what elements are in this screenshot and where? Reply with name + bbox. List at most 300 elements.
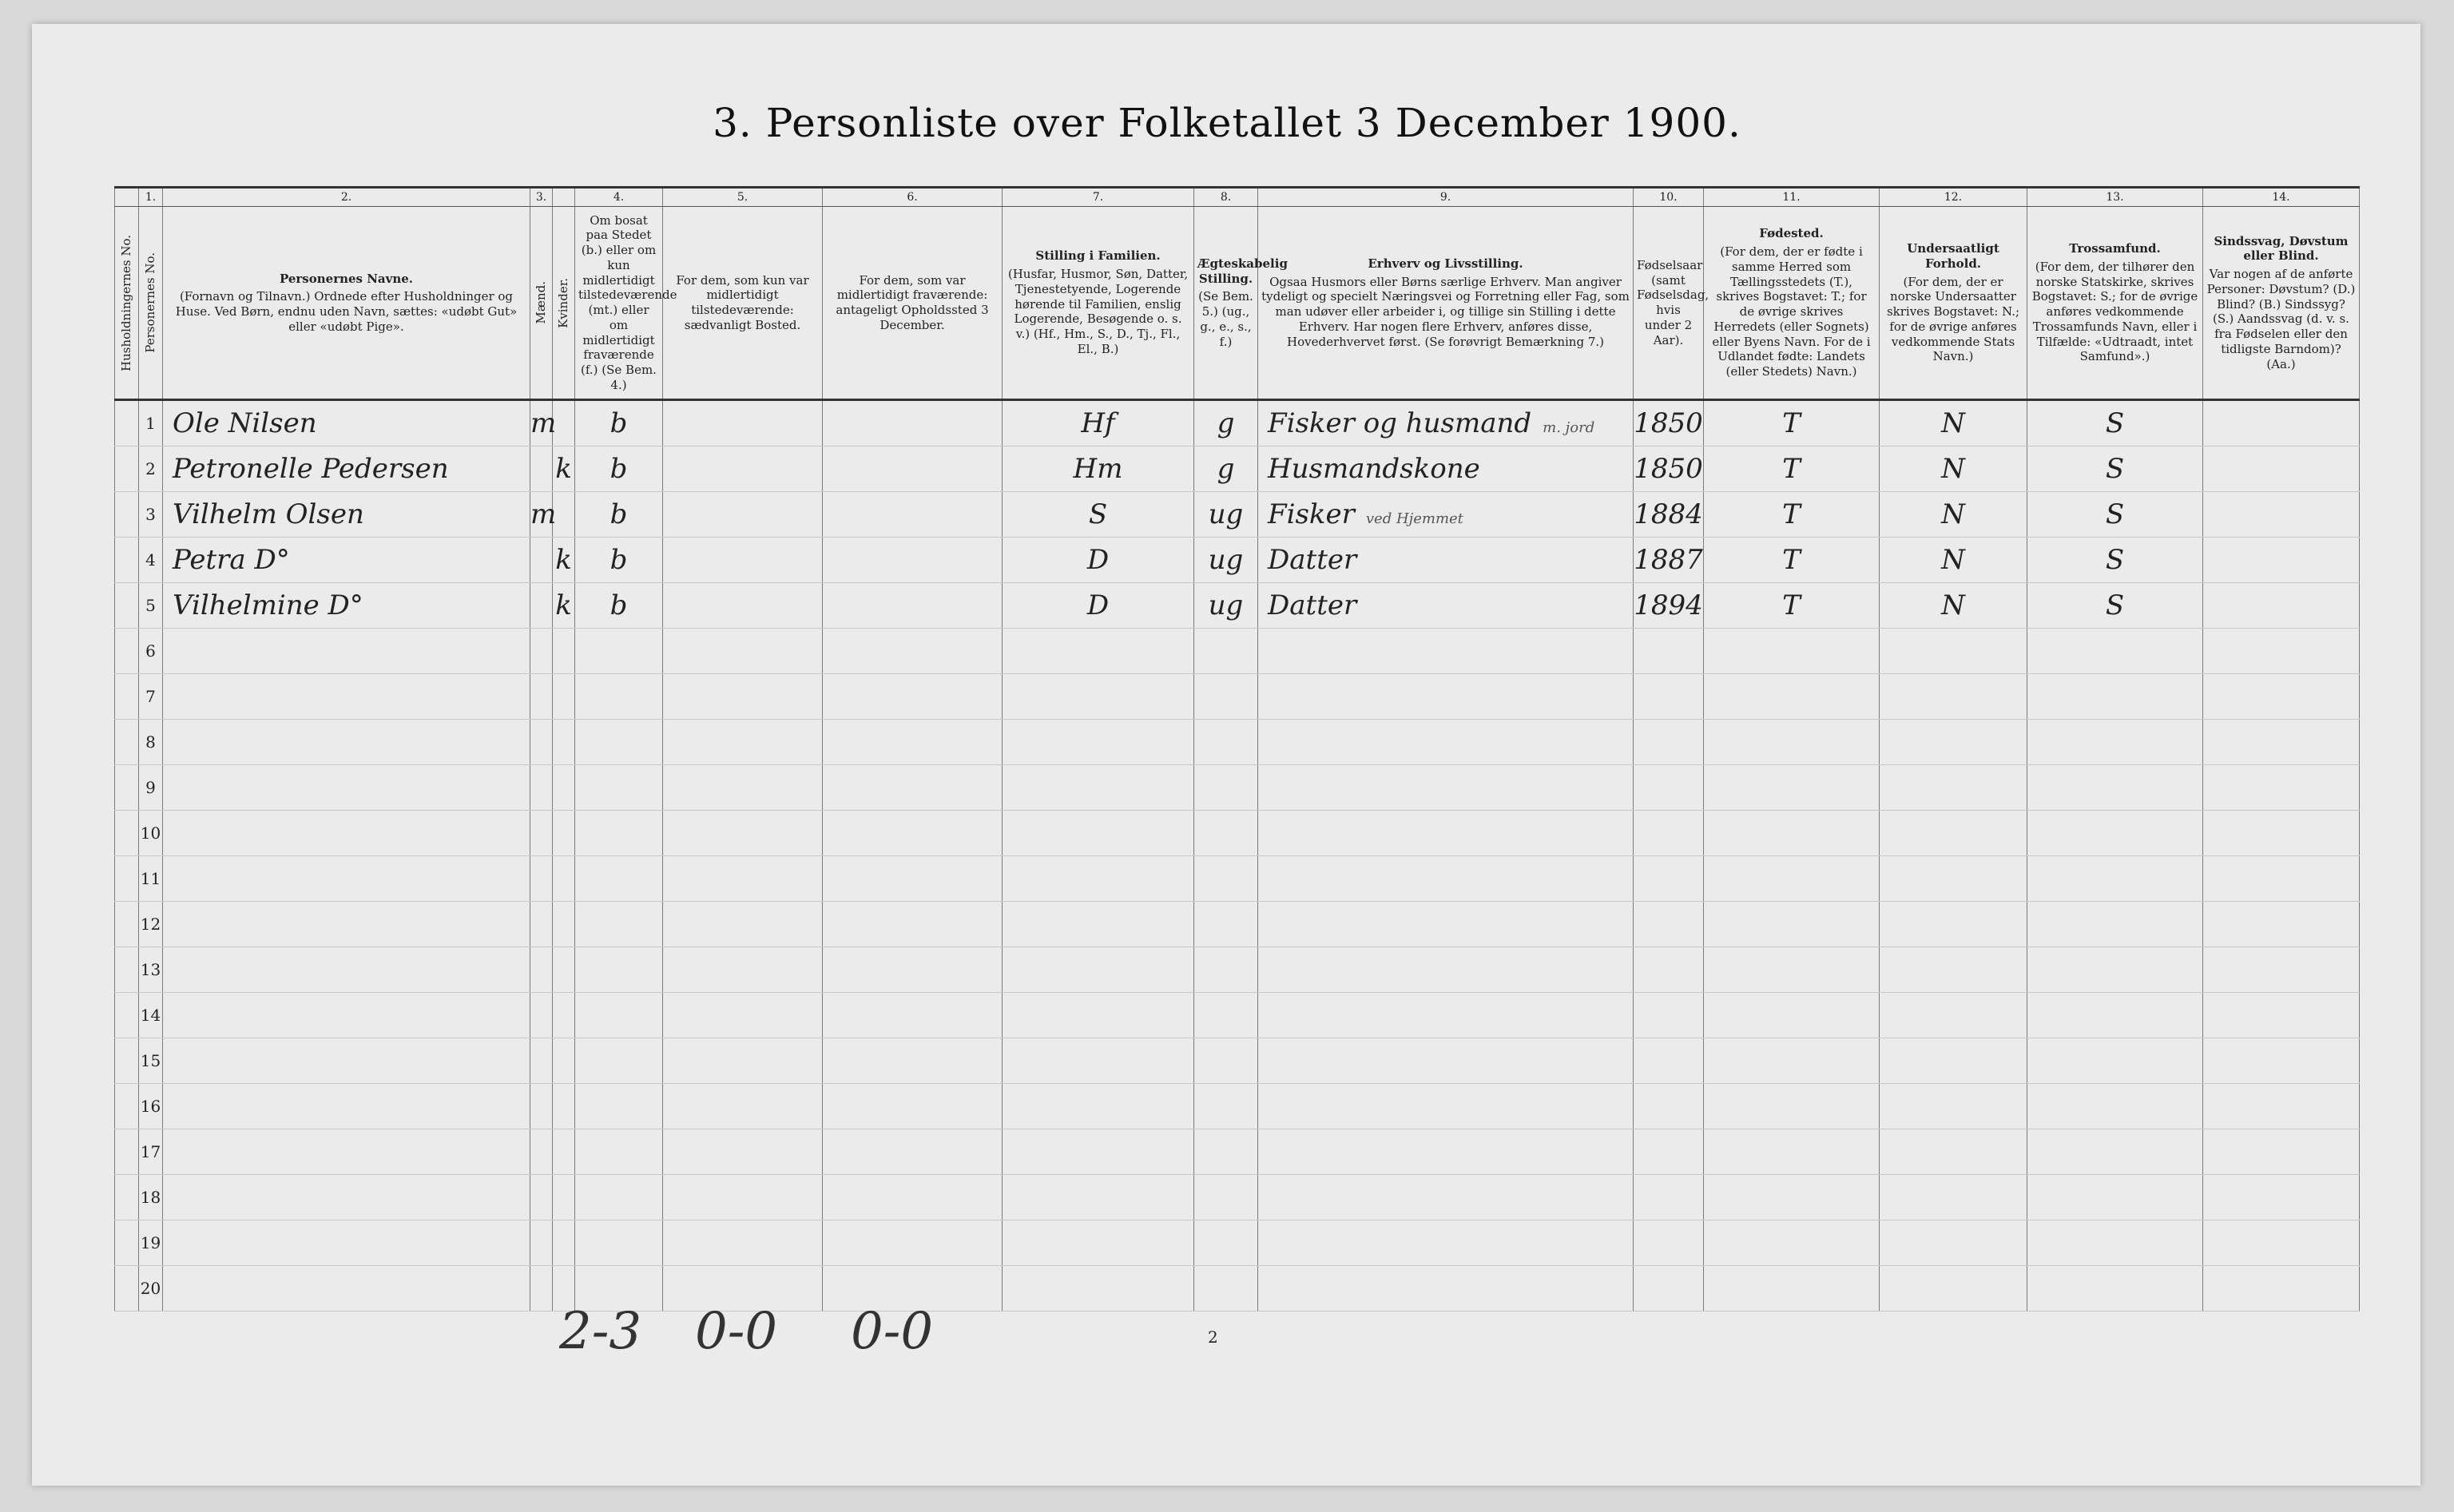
sex-male-cell (530, 902, 553, 947)
temp-present-cell (663, 629, 823, 674)
temp-present-cell (663, 811, 823, 856)
disability-cell (2203, 1084, 2360, 1129)
birthyear-cell (1634, 947, 1704, 993)
table-row (115, 492, 2360, 538)
table-row (115, 856, 2360, 902)
temp-absent-cell (823, 1038, 1003, 1084)
household-no-cell (115, 765, 139, 811)
family-position-cell (1003, 1129, 1194, 1175)
disability-cell (2203, 538, 2360, 583)
name-cell (163, 1266, 530, 1312)
name-cell (163, 765, 530, 811)
sex-female-cell: k (553, 538, 575, 583)
column-number: 12. (1880, 188, 2027, 207)
birthyear-cell: 1850 (1634, 400, 1704, 446)
residence-header: Om bosat paa Stedet (b.) eller om kun midlertidigt tilstedeværende (mt.) eller om midlertidigt fraværende (f.) (Se Bem. 4.) (575, 207, 663, 400)
temp-absent-cell (823, 400, 1003, 446)
disability-cell (2203, 583, 2360, 629)
sex-female-cell (553, 1129, 575, 1175)
marital-cell (1194, 629, 1258, 674)
name-cell (163, 1175, 530, 1220)
birthyear-cell (1634, 765, 1704, 811)
table-row (115, 538, 2360, 583)
household-no-cell (115, 1084, 139, 1129)
religion-cell (2027, 674, 2203, 720)
household-no-cell (115, 1038, 139, 1084)
temp-present-cell (663, 765, 823, 811)
person-no-cell: 6 (139, 629, 163, 674)
birthplace-cell: T (1704, 538, 1880, 583)
sex-male-cell (530, 856, 553, 902)
column-number (553, 188, 575, 207)
birthyear-cell: 1850 (1634, 446, 1704, 492)
name-cell: Petra D° (163, 538, 530, 583)
names-header: Personernes Navne. (Fornavn og Tilnavn.) Ordnede efter Husholdninger og Huse. Ved Børn, endnu uden Navn, sættes: «udøbt Gut» eller «udøbt Pige». (163, 207, 530, 400)
household-no-cell (115, 538, 139, 583)
temp-present-cell (663, 720, 823, 765)
temp-absent-cell (823, 1084, 1003, 1129)
citizenship-cell: N (1880, 400, 2027, 446)
table-row (115, 1266, 2360, 1312)
sex-male-cell: m (530, 492, 553, 538)
birthplace-cell (1704, 1175, 1880, 1220)
sex-female-cell (553, 1220, 575, 1266)
birthplace-cell (1704, 674, 1880, 720)
birthyear-cell: 1894 (1634, 583, 1704, 629)
occupation-cell (1258, 400, 1634, 446)
family-position-cell (1003, 1266, 1194, 1312)
temp-present-cell (663, 902, 823, 947)
person-no-cell: 17 (139, 1129, 163, 1175)
occupation-cell (1258, 674, 1634, 720)
citizenship-cell: N (1880, 583, 2027, 629)
residence-cell (575, 720, 663, 765)
column-number: 2. (163, 188, 530, 207)
column-number: 3. (530, 188, 553, 207)
temp-absent-cell (823, 720, 1003, 765)
temp-absent-cell (823, 856, 1003, 902)
birthplace-cell (1704, 1084, 1880, 1129)
residence-cell: b (575, 400, 663, 446)
temp-present-cell (663, 446, 823, 492)
sex-female-cell (553, 1084, 575, 1129)
name-cell (163, 1084, 530, 1129)
column-number: 6. (823, 188, 1003, 207)
sex-male-cell (530, 993, 553, 1038)
table-row (115, 1220, 2360, 1266)
citizenship-cell (1880, 1129, 2027, 1175)
table-row (115, 629, 2360, 674)
occupation-cell (1258, 856, 1634, 902)
religion-cell: S (2027, 446, 2203, 492)
temp-absent-cell (823, 993, 1003, 1038)
name-cell (163, 720, 530, 765)
household-no-cell (115, 993, 139, 1038)
disability-cell (2203, 993, 2360, 1038)
sex-male-cell (530, 1175, 553, 1220)
disability-cell (2203, 400, 2360, 446)
family-position-cell (1003, 720, 1194, 765)
birthyear-cell (1634, 902, 1704, 947)
household-no-cell (115, 629, 139, 674)
sex-female-cell (553, 902, 575, 947)
religion-cell (2027, 902, 2203, 947)
table-row (115, 947, 2360, 993)
sex-male-cell (530, 765, 553, 811)
temp-absent-cell (823, 629, 1003, 674)
marital-cell (1194, 947, 1258, 993)
name-cell (163, 629, 530, 674)
column-number: 4. (575, 188, 663, 207)
occupation-cell: Datter (1258, 538, 1634, 583)
religion-cell (2027, 1220, 2203, 1266)
temp-absent-header: For dem, som var midlertidigt fraværende: antageligt Opholdssted 3 December. (823, 207, 1003, 400)
sex-female-cell: k (553, 583, 575, 629)
sex-male-cell (530, 674, 553, 720)
household-no-cell (115, 492, 139, 538)
household-no-cell (115, 856, 139, 902)
birthyear-header: Fødselsaar (samt Fødselsdag, hvis under 2 Aar). (1634, 207, 1704, 400)
disability-cell (2203, 1220, 2360, 1266)
residence-cell: b (575, 538, 663, 583)
temp-present-header: For dem, som kun var midlertidigt tilstedeværende: sædvanligt Bosted. (663, 207, 823, 400)
marital-header: Ægteskabelig Stilling. (Se Bem. 5.) (ug., g., e., s., f.) (1194, 207, 1258, 400)
occupation-note: ved Hjemmet (1365, 510, 1463, 527)
citizenship-cell (1880, 902, 2027, 947)
marital-cell: g (1194, 400, 1258, 446)
religion-cell: S (2027, 538, 2203, 583)
temp-present-cell (663, 1038, 823, 1084)
temp-present-cell (663, 1084, 823, 1129)
religion-cell (2027, 1175, 2203, 1220)
temp-absent-cell (823, 583, 1003, 629)
sex-male-header: Mænd. (530, 207, 553, 400)
disability-cell (2203, 947, 2360, 993)
family-position-cell (1003, 674, 1194, 720)
occupation-cell (1258, 1266, 1634, 1312)
temp-absent-cell (823, 538, 1003, 583)
table-row (115, 1175, 2360, 1220)
marital-cell: ug (1194, 538, 1258, 583)
birthplace-cell: T (1704, 583, 1880, 629)
marital-cell (1194, 856, 1258, 902)
disability-cell (2203, 856, 2360, 902)
household-no-cell (115, 902, 139, 947)
sex-male-cell (530, 1266, 553, 1312)
sex-male-cell: m (530, 400, 553, 446)
occupation-cell: Husmandskone (1258, 446, 1634, 492)
birthyear-cell: 1884 (1634, 492, 1704, 538)
marital-cell: ug (1194, 583, 1258, 629)
marital-cell (1194, 1084, 1258, 1129)
sex-female-cell (553, 1175, 575, 1220)
sex-female-header: Kvinder. (553, 207, 575, 400)
residence-cell (575, 947, 663, 993)
name-cell: Vilhelmine D° (163, 583, 530, 629)
citizenship-cell (1880, 765, 2027, 811)
disability-cell (2203, 1129, 2360, 1175)
residence-cell: b (575, 492, 663, 538)
occupation-cell (1258, 993, 1634, 1038)
birthplace-cell (1704, 1220, 1880, 1266)
religion-cell (2027, 765, 2203, 811)
sex-male-cell (530, 947, 553, 993)
birthyear-cell (1634, 811, 1704, 856)
temp-absent-cell (823, 1220, 1003, 1266)
name-cell: Vilhelm Olsen (163, 492, 530, 538)
residence-cell: b (575, 583, 663, 629)
marital-cell (1194, 1266, 1258, 1312)
citizenship-cell (1880, 1220, 2027, 1266)
birthyear-cell (1634, 629, 1704, 674)
table-row (115, 1038, 2360, 1084)
birthplace-cell (1704, 947, 1880, 993)
table-row (115, 583, 2360, 629)
birthplace-cell (1704, 993, 1880, 1038)
occupation-note: m. jord (1543, 419, 1595, 436)
birthplace-cell (1704, 629, 1880, 674)
sex-female-cell (553, 674, 575, 720)
table-row (115, 811, 2360, 856)
person-no-cell: 7 (139, 674, 163, 720)
name-cell (163, 1038, 530, 1084)
birthplace-cell: T (1704, 492, 1880, 538)
birthplace-cell (1704, 811, 1880, 856)
person-no-cell: 18 (139, 1175, 163, 1220)
birthplace-cell (1704, 765, 1880, 811)
table-row (115, 765, 2360, 811)
occupation-cell (1258, 947, 1634, 993)
occupation-cell (1258, 1084, 1634, 1129)
family-position-cell (1003, 811, 1194, 856)
family-position-cell: D (1003, 538, 1194, 583)
tally-mark: 0-0 (851, 1302, 934, 1361)
residence-cell (575, 1038, 663, 1084)
name-cell (163, 856, 530, 902)
sex-male-cell (530, 1129, 553, 1175)
person-no-cell: 10 (139, 811, 163, 856)
name-cell (163, 674, 530, 720)
residence-cell (575, 629, 663, 674)
temp-present-cell (663, 492, 823, 538)
citizenship-cell (1880, 674, 2027, 720)
religion-cell: S (2027, 400, 2203, 446)
temp-present-cell (663, 1129, 823, 1175)
temp-present-cell (663, 856, 823, 902)
occupation-main: Fisker og husmand (1268, 407, 1532, 439)
religion-cell (2027, 720, 2203, 765)
marital-cell (1194, 811, 1258, 856)
temp-present-cell (663, 400, 823, 446)
temp-present-cell (663, 947, 823, 993)
birthplace-cell: T (1704, 446, 1880, 492)
family-position-cell: Hm (1003, 446, 1194, 492)
birthplace-cell (1704, 1266, 1880, 1312)
marital-cell (1194, 1220, 1258, 1266)
birthyear-cell (1634, 720, 1704, 765)
name-cell: Petronelle Pedersen (163, 446, 530, 492)
household-no-cell (115, 1129, 139, 1175)
sex-female-cell (553, 720, 575, 765)
person-no-cell: 1 (139, 400, 163, 446)
disability-cell (2203, 629, 2360, 674)
sex-male-cell (530, 1220, 553, 1266)
person-no-cell: 3 (139, 492, 163, 538)
residence-cell (575, 902, 663, 947)
person-no-cell: 16 (139, 1084, 163, 1129)
sex-male-cell (530, 720, 553, 765)
citizenship-cell: N (1880, 538, 2027, 583)
household-no-cell (115, 720, 139, 765)
table-row (115, 400, 2360, 446)
sex-male-cell (530, 811, 553, 856)
person-no-cell: 4 (139, 538, 163, 583)
temp-present-cell (663, 583, 823, 629)
citizenship-cell (1880, 629, 2027, 674)
page-title: 3. Personliste over Folketallet 3 December 1900. (713, 100, 1741, 146)
occupation-cell (1258, 720, 1634, 765)
citizenship-cell (1880, 1266, 2027, 1312)
person-no-cell: 12 (139, 902, 163, 947)
column-number: 11. (1704, 188, 1880, 207)
citizenship-cell: N (1880, 492, 2027, 538)
sex-female-cell (553, 1038, 575, 1084)
family-position-cell (1003, 629, 1194, 674)
disability-cell (2203, 902, 2360, 947)
family-position-cell (1003, 947, 1194, 993)
occupation-cell (1258, 1129, 1634, 1175)
birthplace-header: Fødested. (For dem, der er fødte i samme Herred som Tællingsstedets (T.), skrives Bogstavet: T.; for de øvrige skrives Herredets (eller Sognets) eller Byens Navn. For de i Udlandet fødte: Landets (eller Stedets) Navn.) (1704, 207, 1880, 400)
birthyear-cell (1634, 1220, 1704, 1266)
birthplace-cell (1704, 902, 1880, 947)
page-number: 2 (1208, 1327, 1218, 1347)
family-position-cell: D (1003, 583, 1194, 629)
religion-cell: S (2027, 492, 2203, 538)
column-number: 13. (2027, 188, 2203, 207)
temp-present-cell (663, 674, 823, 720)
religion-cell: S (2027, 583, 2203, 629)
residence-cell (575, 1175, 663, 1220)
birthyear-cell (1634, 674, 1704, 720)
person-number-header: Personernes No. (139, 207, 163, 400)
occupation-header: Erhverv og Livsstilling. Ogsaa Husmors eller Børns særlige Erhverv. Man angiver tydeligt og specielt Næringsvei og Forretning eller Fag, som man udøver eller arbeider i, og tillige sin Stilling i dette Erhverv. Har nogen flere Erhverv, anføres disse, Hovederhvervet først. (Se forøvrigt Bemærkning 7.) (1258, 207, 1634, 400)
table-row (115, 674, 2360, 720)
birthyear-cell (1634, 1084, 1704, 1129)
person-no-cell: 13 (139, 947, 163, 993)
residence-cell (575, 993, 663, 1038)
family-position-cell (1003, 765, 1194, 811)
table-row (115, 1129, 2360, 1175)
birthplace-cell (1704, 856, 1880, 902)
birthyear-cell (1634, 856, 1704, 902)
name-cell: Ole Nilsen (163, 400, 530, 446)
birthyear-cell (1634, 993, 1704, 1038)
family-position-cell: S (1003, 492, 1194, 538)
person-no-cell: 11 (139, 856, 163, 902)
household-no-cell (115, 583, 139, 629)
name-cell (163, 1129, 530, 1175)
birthyear-cell: 1887 (1634, 538, 1704, 583)
religion-cell (2027, 947, 2203, 993)
name-cell (163, 1220, 530, 1266)
sex-male-cell (530, 629, 553, 674)
person-no-cell: 15 (139, 1038, 163, 1084)
sex-male-cell (530, 1038, 553, 1084)
disability-cell (2203, 674, 2360, 720)
religion-cell (2027, 1084, 2203, 1129)
residence-cell (575, 674, 663, 720)
name-cell (163, 902, 530, 947)
occupation-cell: Datter (1258, 583, 1634, 629)
sex-female-cell (553, 856, 575, 902)
occupation-main: Fisker (1268, 498, 1355, 530)
family-position-cell (1003, 856, 1194, 902)
sex-male-cell (530, 1084, 553, 1129)
marital-cell (1194, 765, 1258, 811)
name-cell (163, 993, 530, 1038)
residence-cell (575, 765, 663, 811)
person-no-cell: 14 (139, 993, 163, 1038)
household-no-cell (115, 446, 139, 492)
column-header-row (115, 207, 2360, 400)
sex-male-cell (530, 446, 553, 492)
household-no-cell (115, 400, 139, 446)
disability-cell (2203, 492, 2360, 538)
household-number-header: Husholdningernes No. (115, 207, 139, 400)
temp-present-cell (663, 1220, 823, 1266)
temp-absent-cell (823, 674, 1003, 720)
family-position-cell (1003, 993, 1194, 1038)
citizenship-cell: N (1880, 446, 2027, 492)
marital-cell (1194, 902, 1258, 947)
person-no-cell: 2 (139, 446, 163, 492)
religion-header: Trossamfund. (For dem, der tilhører den norske Statskirke, skrives Bogstavet: S.; for de øvrige anføres vedkommende Trossamfunds Navn, eller i Tilfælde: «Udtraadt, intet Samfund».) (2027, 207, 2203, 400)
temp-absent-cell (823, 446, 1003, 492)
person-no-cell: 5 (139, 583, 163, 629)
household-no-cell (115, 1220, 139, 1266)
household-no-cell (115, 674, 139, 720)
family-position-cell: Hf (1003, 400, 1194, 446)
name-cell (163, 811, 530, 856)
birthyear-cell (1634, 1175, 1704, 1220)
birthyear-cell (1634, 1038, 1704, 1084)
table-row (115, 993, 2360, 1038)
temp-present-cell (663, 538, 823, 583)
sex-female-cell (553, 629, 575, 674)
birthplace-cell (1704, 1038, 1880, 1084)
table-row (115, 1084, 2360, 1129)
citizenship-cell (1880, 1175, 2027, 1220)
column-number: 5. (663, 188, 823, 207)
religion-cell (2027, 856, 2203, 902)
tally-mark: 0-0 (695, 1302, 778, 1361)
occupation-cell (1258, 1038, 1634, 1084)
family-position-cell (1003, 1220, 1194, 1266)
household-no-cell (115, 1175, 139, 1220)
disability-cell (2203, 720, 2360, 765)
marital-cell (1194, 1038, 1258, 1084)
column-number: 1. (139, 188, 163, 207)
residence-cell (575, 1129, 663, 1175)
citizenship-cell (1880, 1084, 2027, 1129)
religion-cell (2027, 629, 2203, 674)
disability-header: Sindssvag, Døvstum eller Blind. Var nogen af de anførte Personer: Døvstum? (D.) Blind? (B.) Sindssyg? (S.) Aandssvag (d. v. s. fra Fødselen eller den tidligste Barndom)? (Aa.) (2203, 207, 2360, 400)
marital-cell: ug (1194, 492, 1258, 538)
marital-cell (1194, 720, 1258, 765)
occupation-cell (1258, 765, 1634, 811)
occupation-cell (1258, 902, 1634, 947)
person-no-cell: 8 (139, 720, 163, 765)
